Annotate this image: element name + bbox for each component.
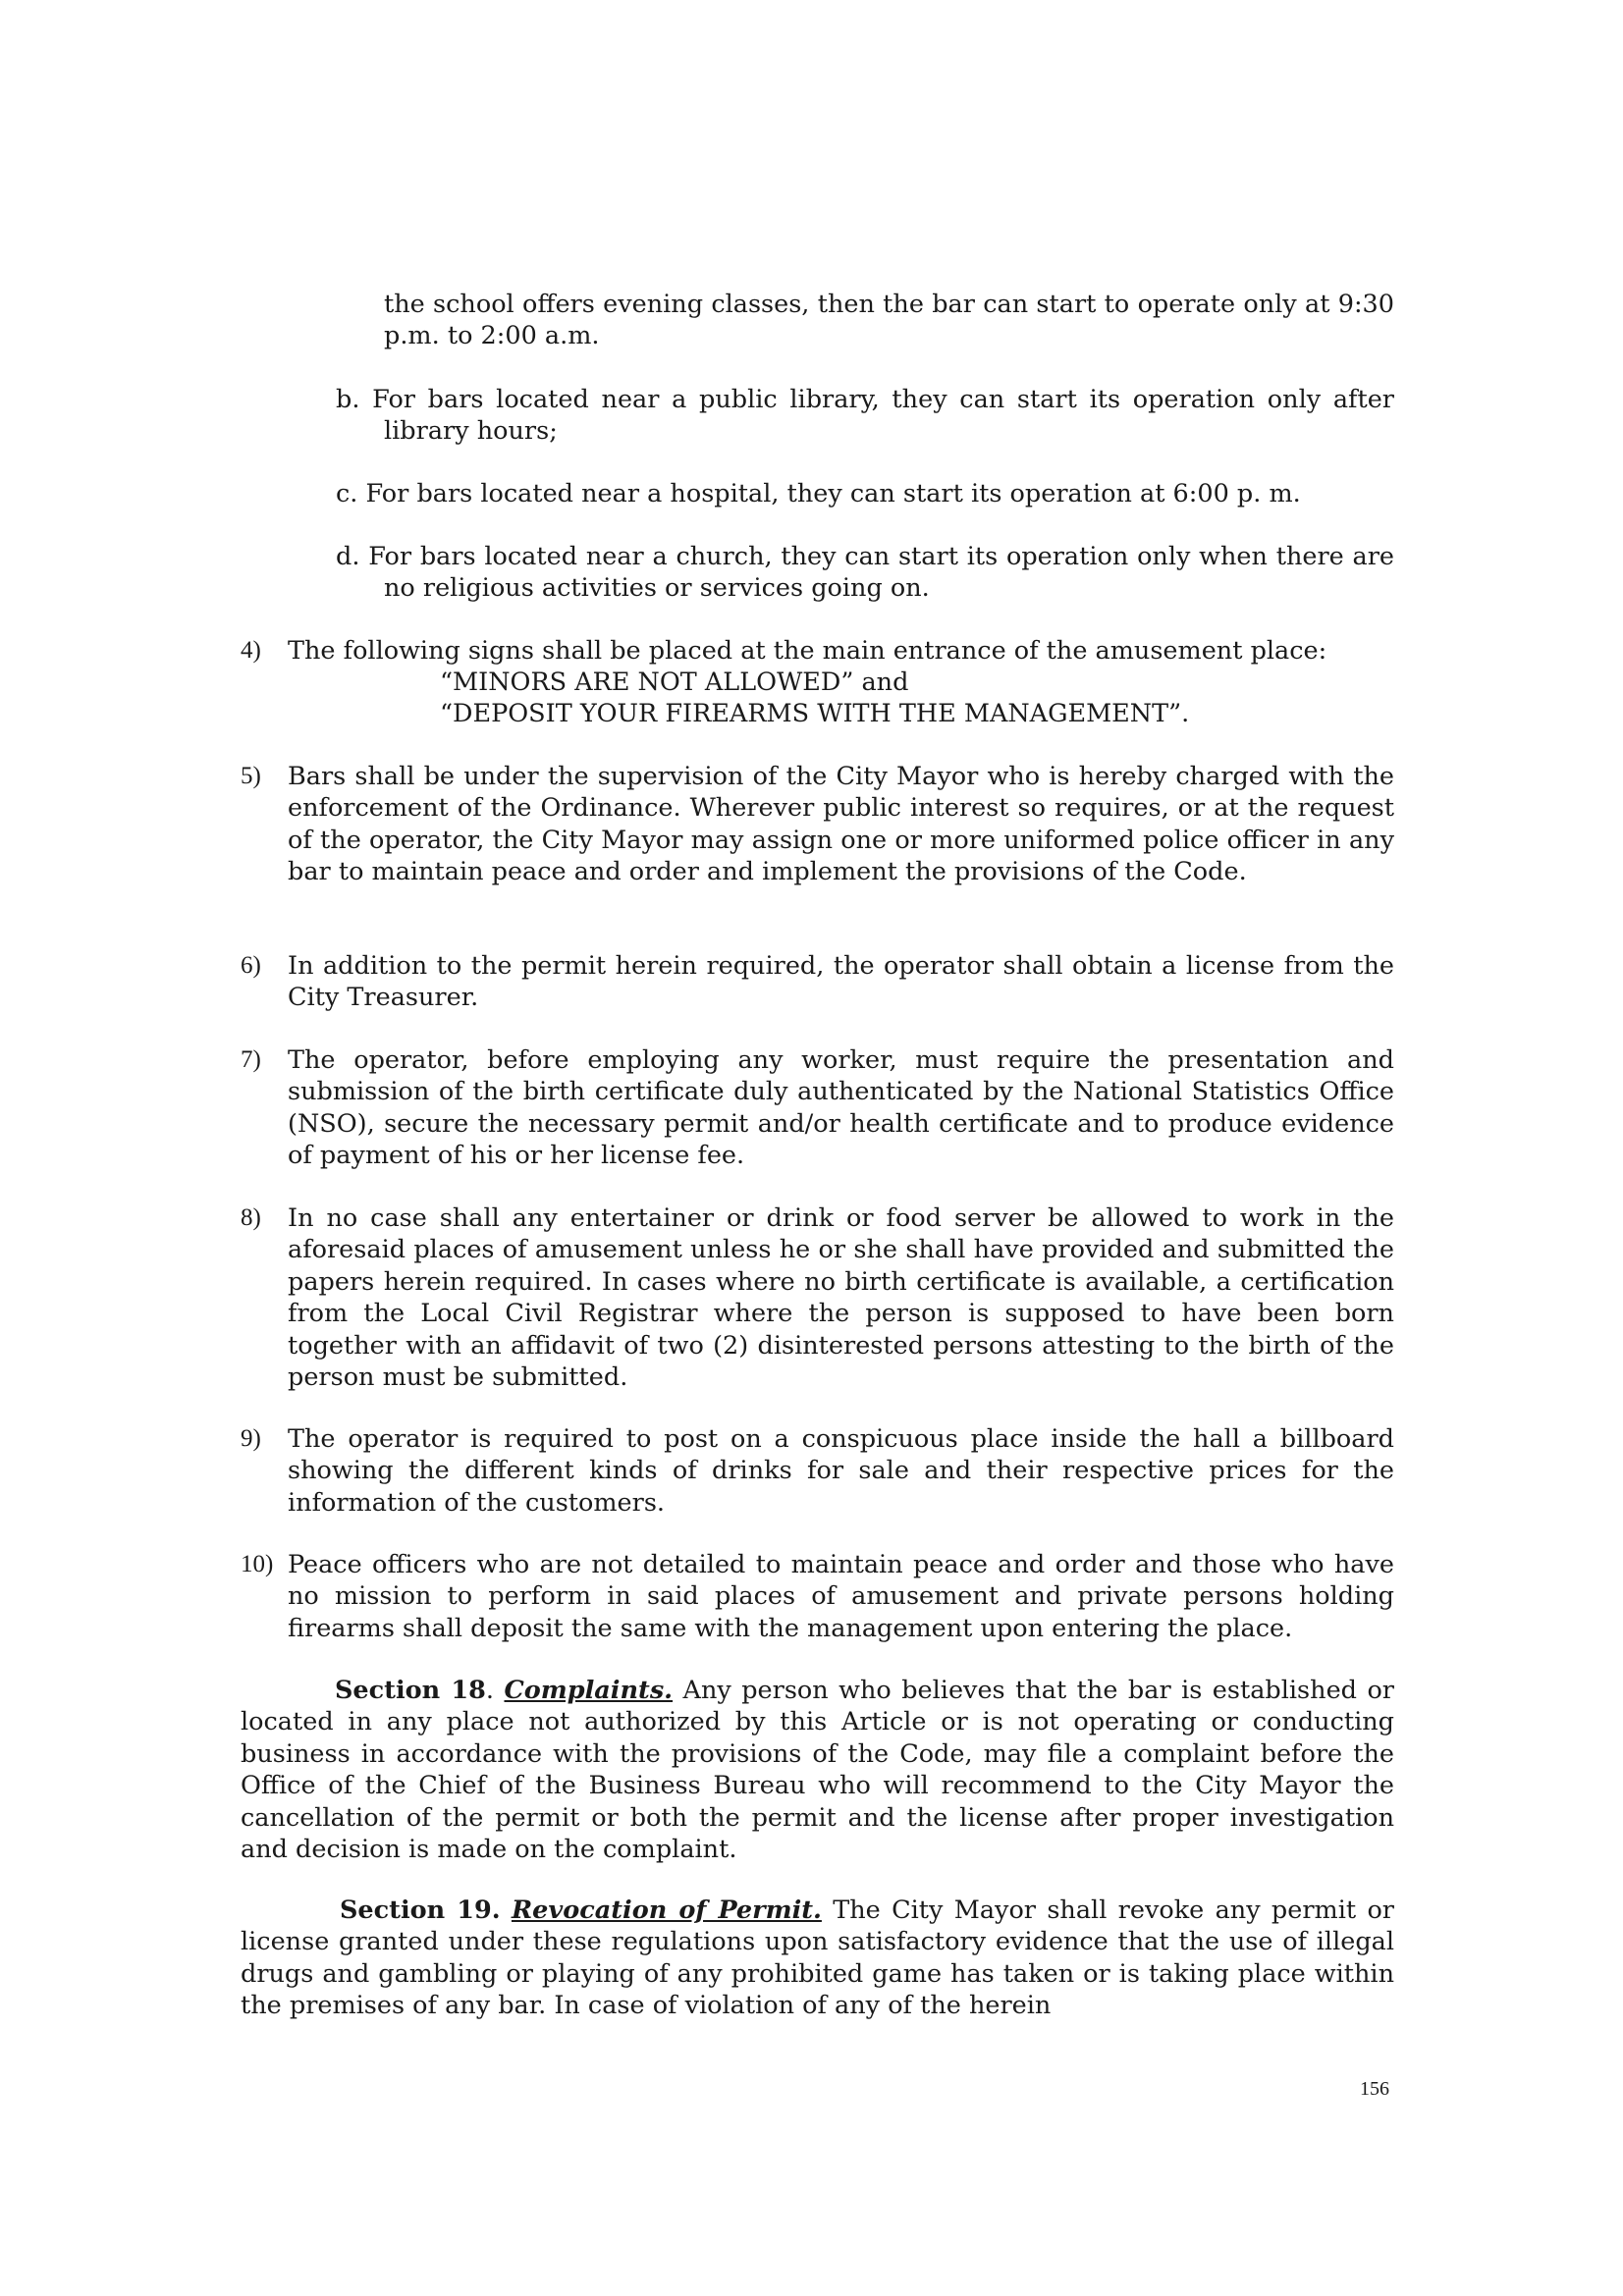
section-19 — [241, 1895, 1394, 2022]
section-18 — [241, 1675, 1394, 1865]
list-item-10 — [241, 1549, 1394, 1644]
sub-item-d — [336, 541, 1394, 605]
item-text: Bars shall be under the supervision of the City Mayor who is hereby charged with the enforcement of the Ordinance. Wherever public interest so requires, or at the request of the operator, the City Mayor may assign one or more uniformed police officer in any bar to maintain peace and order and implement the provisions of the Code. — [288, 762, 1394, 887]
section-label: Section 19. — [340, 1896, 501, 1925]
section-separator: . — [485, 1676, 505, 1705]
item-text: The following signs shall be placed at the main entrance of the amusement place: — [288, 636, 1327, 666]
item-number: 10) — [241, 1551, 274, 1577]
list-item-4 — [241, 635, 1394, 667]
item-number: 4) — [241, 637, 261, 664]
list-item-9 — [241, 1423, 1394, 1519]
sub-item-label: b. — [336, 385, 360, 414]
item-text: Peace officers who are not detailed to maintain peace and order and those who have no mission to perform in said places of amusement and private persons holding firearms shall deposit the same with the management upon entering the place. — [288, 1550, 1394, 1643]
sub-item-text: For bars located near a church, they can start its operation only when there are no religious activities or services going on. — [368, 542, 1395, 604]
section-title: Complaints. — [504, 1676, 674, 1705]
list-item-7 — [241, 1044, 1394, 1172]
item-number: 7) — [241, 1046, 261, 1073]
item-number: 6) — [241, 952, 261, 979]
item-text: In no case shall any entertainer or drink or food server be allowed to work in the aforesaid places of amusement unless he or she shall have provided and submitted the papers herein required. In cases where no birth certificate is available, a certification from the Local Civil Registrar where the person is supposed to have been born together with an affidavit of two (2) disinterested persons attesting to the birth of the person must be submitted. — [288, 1203, 1394, 1393]
item-text: The operator is required to post on a conspicuous place inside the hall a billboard showing the different kinds of drinks for sale and their respective prices for the information of the customers. — [288, 1424, 1394, 1518]
item-text: In addition to the permit herein required, the operator shall obtain a license from the City Treasurer. — [288, 951, 1394, 1013]
section-title: Revocation of Permit. — [511, 1896, 822, 1925]
sub-item-text: For bars located near a hospital, they can start its operation at 6:00 p. m. — [365, 479, 1301, 508]
page-number: 156 — [1360, 2078, 1389, 2100]
signs-line-2: “DEPOSIT YOUR FIREARMS WITH THE MANAGEMENT”. — [440, 699, 1190, 728]
signs-line-1: “MINORS ARE NOT ALLOWED” and — [440, 667, 909, 697]
sub-item-text: For bars located near a public library, they can start its operation only after library hours; — [372, 385, 1394, 447]
sub-item-c — [336, 478, 1394, 509]
item-number: 5) — [241, 763, 261, 789]
lead-continuation: the school offers evening classes, then the bar can start to operate only at 9:30 p.m. to 2:00 a.m. — [384, 290, 1394, 351]
item-text: The operator, before employing any worker, must require the presentation and submission of the birth certificate duly authenticated by the National Statistics Office (NSO), secure the necessary permit and/or health certificate and to produce evidence of payment of his or her license fee. — [288, 1045, 1394, 1171]
sub-item-label: d. — [336, 542, 360, 571]
item-number: 8) — [241, 1204, 261, 1231]
list-item-6 — [241, 950, 1394, 1014]
item-number: 9) — [241, 1425, 261, 1452]
section-text: Any person who believes that the bar is established or located in any place not authorized by this Article or is not operating or conducting business in accordance with the provisions of the Code, may file a complaint before the Office of the Chief of the Business Bureau who will recommend to the City Mayor the cancellation of the permit or both the permit and the license after proper investigation and decision is made on the complaint. — [241, 1676, 1394, 1865]
section-separator — [501, 1896, 512, 1925]
list-item-5 — [241, 761, 1394, 888]
section-text: The City Mayor shall revoke any permit or license granted under these regulations upon satisfactory evidence that the use of illegal drugs and gambling or playing of any prohibited game has taken or is taking place within the premises of any bar. In case of violation of any of the herein — [241, 1896, 1394, 2021]
list-item-8 — [241, 1202, 1394, 1393]
sub-item-b — [336, 384, 1394, 448]
sub-item-label: c. — [336, 479, 358, 508]
section-label: Section 18 — [335, 1676, 486, 1705]
